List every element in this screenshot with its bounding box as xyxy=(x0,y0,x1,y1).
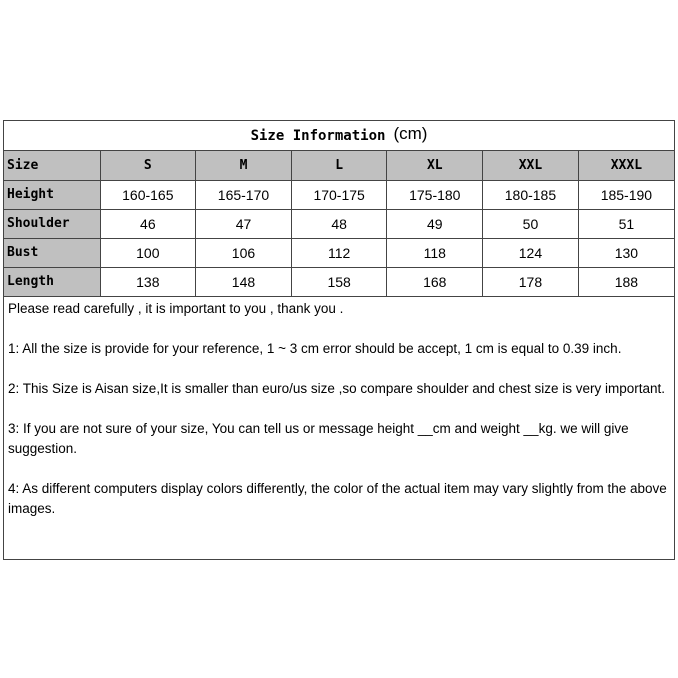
header-size-xxl: XXL xyxy=(483,151,579,180)
table-cell: 106 xyxy=(196,238,292,267)
table-cell: 148 xyxy=(196,267,292,296)
row-label-length: Length xyxy=(4,267,100,296)
note-item-3: 3: If you are not sure of your size, You can tell us or message height __cm and weight __kg. we will give suggestion. xyxy=(8,420,629,456)
note-item-1: 1: All the size is provide for your reference, 1 ~ 3 cm error should be accept, 1 cm is equal to 0.39 inch. xyxy=(8,340,622,356)
row-label-height: Height xyxy=(4,180,100,209)
table-header-row xyxy=(4,151,674,180)
header-size-s: S xyxy=(100,151,196,180)
title-unit: (cm) xyxy=(393,123,428,143)
row-label-bust: Bust xyxy=(4,238,100,267)
table-cell: 124 xyxy=(483,238,579,267)
size-table xyxy=(4,151,674,297)
header-size-xxxl: XXXL xyxy=(578,151,674,180)
table-cell: 112 xyxy=(291,238,387,267)
row-label-shoulder: Shoulder xyxy=(4,209,100,238)
table-cell: 48 xyxy=(291,209,387,238)
table-cell: 168 xyxy=(387,267,483,296)
note-item-4: 4: As different computers display colors differently, the color of the actual item may vary slightly from the above images. xyxy=(8,480,667,516)
table-cell: 50 xyxy=(483,209,579,238)
table-cell: 100 xyxy=(100,238,196,267)
table-cell: 175-180 xyxy=(387,180,483,209)
table-cell: 165-170 xyxy=(196,180,292,209)
table-cell: 47 xyxy=(196,209,292,238)
table-row-bust xyxy=(4,238,674,267)
size-chart-sheet xyxy=(3,120,675,560)
header-label: Size xyxy=(4,151,100,180)
table-cell: 46 xyxy=(100,209,196,238)
table-row-shoulder xyxy=(4,209,674,238)
table-cell: 49 xyxy=(387,209,483,238)
table-cell: 180-185 xyxy=(483,180,579,209)
table-cell: 158 xyxy=(291,267,387,296)
table-row-length xyxy=(4,267,674,296)
table-cell: 130 xyxy=(578,238,674,267)
table-cell: 51 xyxy=(578,209,674,238)
notes-intro: Please read carefully , it is important to you , thank you . xyxy=(8,300,344,316)
table-cell: 178 xyxy=(483,267,579,296)
table-cell: 160-165 xyxy=(100,180,196,209)
header-size-m: M xyxy=(196,151,292,180)
table-cell: 185-190 xyxy=(578,180,674,209)
table-cell: 188 xyxy=(578,267,674,296)
table-cell: 138 xyxy=(100,267,196,296)
header-size-xl: XL xyxy=(387,151,483,180)
size-notes xyxy=(4,297,674,519)
table-cell: 118 xyxy=(387,238,483,267)
note-item-2: 2: This Size is Aisan size,It is smaller than euro/us size ,so compare shoulder and chest size is very important. xyxy=(8,380,666,396)
header-size-l: L xyxy=(291,151,387,180)
table-row-height xyxy=(4,180,674,209)
size-chart-title xyxy=(4,121,674,151)
title-text: Size Information xyxy=(250,127,386,144)
table-cell: 170-175 xyxy=(291,180,387,209)
